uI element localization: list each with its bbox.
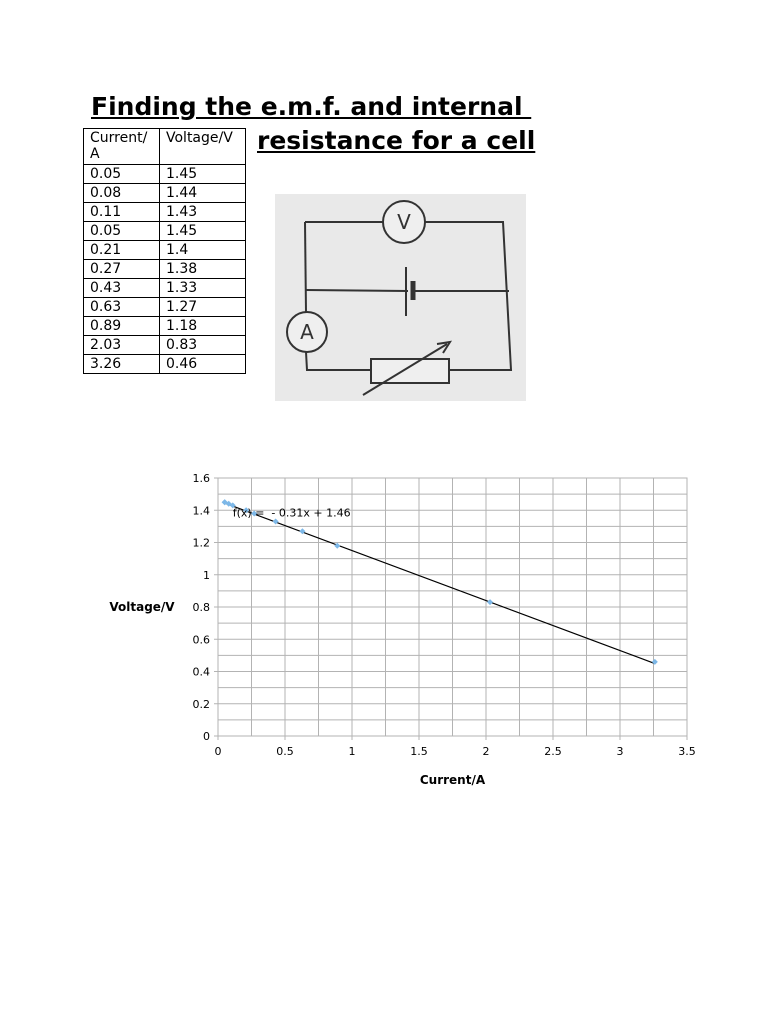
table-cell-current: 0.11	[84, 203, 160, 222]
y-tick-label: 0.6	[192, 633, 210, 647]
table-cell-current: 0.08	[84, 184, 160, 203]
table-row	[84, 279, 246, 298]
y-tick-label: 0	[203, 730, 210, 743]
x-tick-label: 1	[348, 745, 356, 758]
table-cell-current: 0.43	[84, 279, 160, 298]
trendline-equation: f(x) = - 0.31x + 1.46	[232, 506, 351, 520]
table-row	[84, 222, 246, 241]
y-tick-label: 0.4	[192, 665, 210, 679]
circuit-diagram	[275, 194, 526, 401]
table-header-row	[84, 129, 246, 165]
table-body	[84, 165, 246, 374]
resistor-body	[371, 359, 449, 383]
table-row	[84, 184, 246, 203]
y-tick-label: 0.2	[192, 697, 210, 711]
table-row	[84, 336, 246, 355]
voltmeter-label: V	[397, 210, 411, 234]
table-cell-current: 0.63	[84, 298, 160, 317]
ammeter-label: A	[300, 320, 314, 344]
page-title-line-1: Finding the e.m.f. and internal	[91, 92, 532, 121]
table-cell-current: 0.21	[84, 241, 160, 260]
wire-left-upper	[305, 222, 306, 312]
table-cell-voltage: 1.45	[160, 222, 246, 241]
x-axis-label: Current/A	[419, 773, 486, 787]
table-row	[84, 355, 246, 374]
y-tick-label: 1.2	[192, 536, 210, 550]
table-cell-voltage: 1.43	[160, 203, 246, 222]
table-cell-current: 0.89	[84, 317, 160, 336]
table-row	[84, 317, 246, 336]
x-tick-label: 0	[214, 745, 222, 758]
table-row	[84, 165, 246, 184]
table-cell-voltage: 1.44	[160, 184, 246, 203]
table-header-current: Current/ A	[84, 129, 160, 165]
table-row	[84, 241, 246, 260]
page-title-line-2: resistance for a cell	[257, 126, 536, 155]
table-cell-voltage: 1.33	[160, 279, 246, 298]
table-cell-current: 0.27	[84, 260, 160, 279]
table-cell-voltage: 0.46	[160, 355, 246, 374]
table-row	[84, 260, 246, 279]
chart	[100, 465, 710, 800]
table-cell-voltage: 1.18	[160, 317, 246, 336]
x-tick-label: 3	[616, 745, 624, 758]
y-tick-label: 1.6	[192, 472, 210, 485]
table-cell-current: 0.05	[84, 222, 160, 241]
table-cell-voltage: 0.83	[160, 336, 246, 355]
table-cell-voltage: 1.4	[160, 241, 246, 260]
table-header-voltage: Voltage/V	[160, 129, 246, 165]
x-tick-label: 0.5	[276, 745, 294, 758]
y-tick-label: 0.8	[192, 601, 210, 614]
table-cell-voltage: 1.45	[160, 165, 246, 184]
y-tick-label: 1.4	[192, 504, 210, 518]
table-cell-current: 3.26	[84, 355, 160, 374]
table-cell-voltage: 1.27	[160, 298, 246, 317]
wire-cell-left	[306, 290, 408, 291]
data-point	[652, 659, 658, 665]
x-tick-label: 1.5	[410, 745, 428, 758]
table-cell-current: 0.05	[84, 165, 160, 184]
data-point	[334, 543, 340, 549]
table-row	[84, 203, 246, 222]
data-point	[487, 599, 493, 605]
y-axis-label: Voltage/V	[109, 600, 175, 614]
table-cell-voltage: 1.38	[160, 260, 246, 279]
x-tick-label: 3.5	[678, 745, 696, 758]
x-tick-label: 2	[482, 745, 490, 758]
data-table	[83, 128, 246, 374]
table-row	[84, 298, 246, 317]
table-cell-current: 2.03	[84, 336, 160, 355]
y-tick-label: 1	[203, 568, 210, 582]
x-tick-label: 2.5	[544, 745, 562, 758]
